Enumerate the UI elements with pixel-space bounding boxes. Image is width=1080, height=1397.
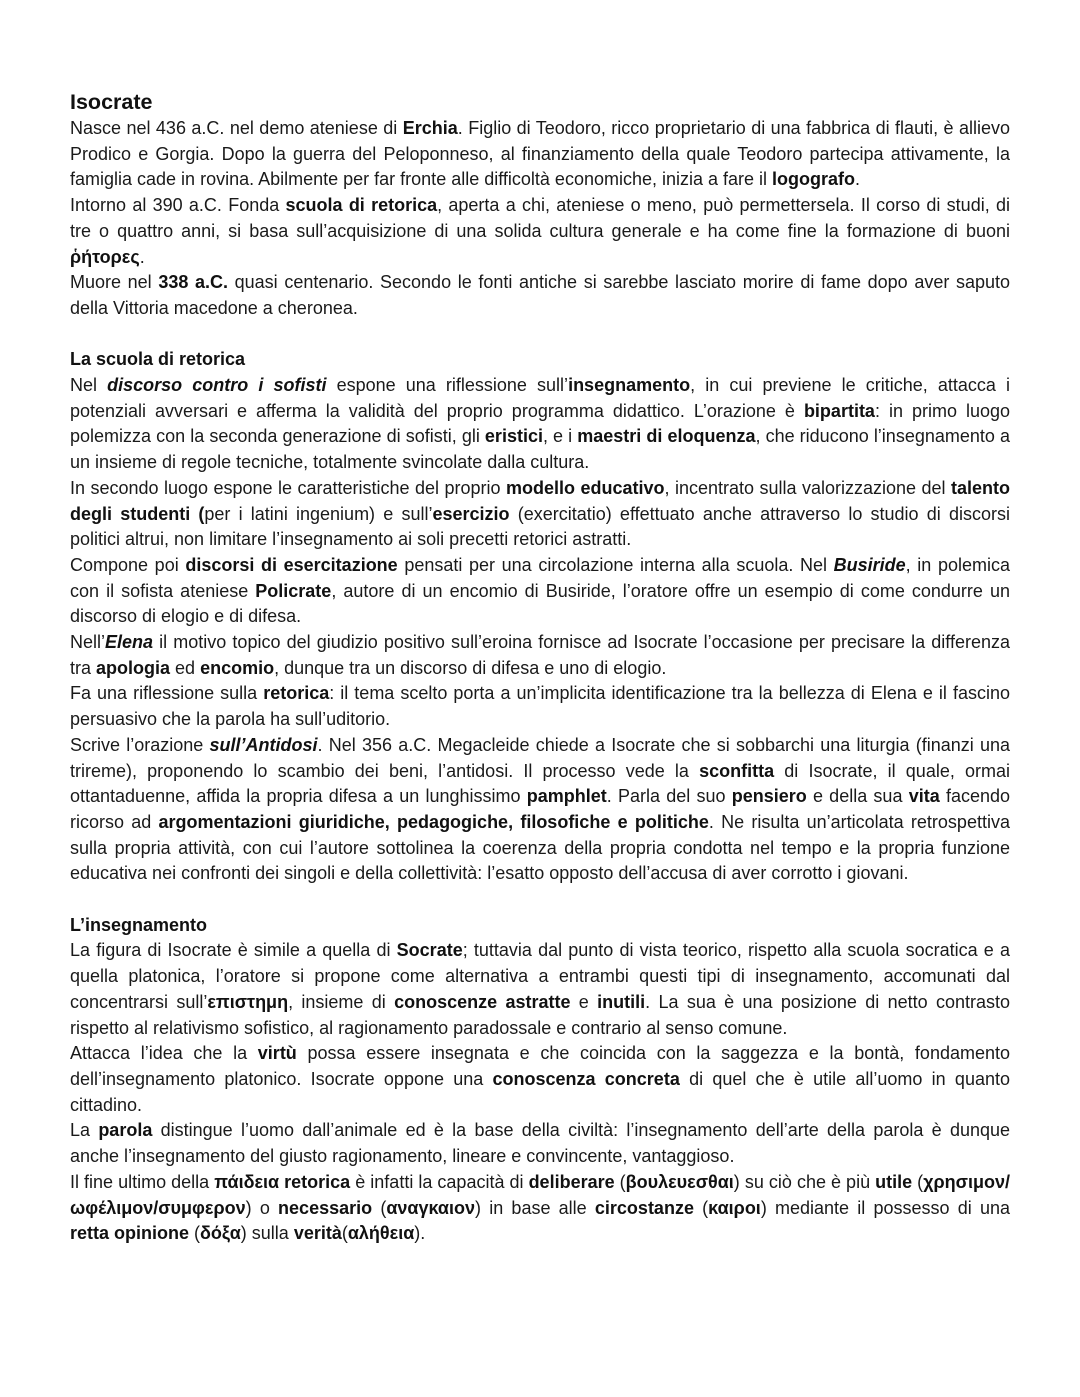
- text-run: . Parla del suo: [606, 786, 732, 807]
- emphasis-text: conoscenza concreta: [492, 1068, 680, 1089]
- emphasis-text: parola: [98, 1120, 153, 1141]
- emphasis-text: inutili: [597, 991, 646, 1012]
- text-run: , aperta a chi, ateniese o meno, può permettersela. Il corso di studi, di tre o quattro anni, si basa sull’acquisizione di una solida cultura generale e ha come fine la formazione di buoni: [70, 195, 1010, 241]
- text-run: (: [912, 1171, 924, 1192]
- text-run: quasi centenario. Secondo le fonti antiche si sarebbe lasciato morire di fame dopo aver saputo della Vittoria macedone a cheronea.: [70, 272, 1011, 318]
- emphasis-text: Erchia: [402, 118, 458, 138]
- text-run: , in cui previene le critiche, attacca i potenziali avversari e afferma la validità del proprio programma didattico. L’orazione è: [70, 375, 1010, 421]
- text-run: : in primo luogo polemizza con la seconda generazione di sofisti, gli: [70, 400, 1010, 447]
- text-run: : il tema scelto porta a un’implicita identificazione tra la bellezza di Elena e il fascino persuasivo che la parola ha sull’uditorio.: [70, 683, 1010, 730]
- text-run: .: [855, 169, 861, 190]
- text-run: . La sua è una posizione di netto contrasto rispetto al relativismo sofistico, al ragionamento paradossale e contrario al senso comune.: [70, 991, 1010, 1038]
- emphasis-text: Busiride: [833, 554, 906, 575]
- text-run: , e i: [542, 426, 578, 447]
- text-run: , insieme di: [288, 991, 395, 1012]
- emphasis-text: apologia: [96, 657, 171, 678]
- text-run: Muore nel: [70, 272, 159, 293]
- paragraph: [70, 553, 1010, 630]
- paragraph: [70, 1041, 1010, 1118]
- section-heading: La scuola di retorica: [70, 349, 246, 370]
- emphasis-text: circostanze: [594, 1197, 694, 1218]
- text-run: Il fine ultimo della: [70, 1171, 215, 1192]
- paragraph: [70, 1118, 1010, 1169]
- text-run: ed: [170, 657, 201, 678]
- text-run: Attacca l’idea che la: [70, 1043, 258, 1064]
- emphasis-text: deliberare: [528, 1171, 615, 1192]
- document-body: [70, 116, 1010, 1247]
- text-run: (: [693, 1197, 709, 1218]
- text-run: il motivo topico del giudizio positivo sull’eroina fornisce ad Isocrate l’occasione per precisare la differenza tra: [70, 632, 1010, 678]
- emphasis-text: αναγκαιον: [386, 1197, 475, 1218]
- paragraph: [70, 193, 1010, 270]
- text-run: ) o: [245, 1197, 279, 1218]
- document-title: Isocrate: [70, 90, 153, 114]
- emphasis-text: encomio: [200, 657, 275, 678]
- emphasis-text: maestri di eloquenza: [577, 426, 756, 447]
- emphasis-text: necessario: [278, 1197, 373, 1218]
- text-run: possa essere insegnata e che coincida con la saggezza e la bontà, fondamento dell’insegnamento platonico. Isocrate oppone una: [70, 1043, 1011, 1089]
- text-run: ) in base alle: [475, 1197, 595, 1218]
- emphasis-text: βουλευεσθαι: [625, 1171, 734, 1192]
- emphasis-text: argomentazioni giuridiche, pedagogiche, filosofiche e politiche: [158, 811, 709, 832]
- text-run: per i latini ingenium) e sull’: [204, 503, 433, 524]
- text-run: (exercitatio) effettuato anche attraverso lo studio di discorsi politici altrui, non limitare l’insegnamento ai soli precetti retorici astratti.: [70, 503, 1010, 550]
- emphasis-text: Policrate: [255, 580, 332, 601]
- document-page: [70, 88, 1010, 1247]
- emphasis-text: talento degli studenti (: [70, 477, 1010, 524]
- text-run: Scrive l’orazione: [70, 734, 210, 755]
- emphasis-text: sconfitta: [699, 760, 775, 781]
- paragraph: [70, 116, 1010, 193]
- text-run: . Ne risulta un’articolata retrospettiva sulla propria attività, con cui l’autore sottolinea la coerenza della propria condotta nel tempo e la propria funzione educativa nei confronti dei singoli e della collettività: l’esatto opposto dell’accusa di aver corrotto i giovani.: [70, 811, 1010, 884]
- emphasis-text: logografo: [772, 169, 856, 190]
- text-run: Intorno al 390 a.C. Fonda: [70, 195, 286, 216]
- emphasis-text: utile: [875, 1171, 913, 1192]
- text-run: di quel che è utile all’uomo in quanto cittadino.: [70, 1068, 1010, 1115]
- emphasis-text: virtù: [257, 1043, 297, 1064]
- text-run: , autore di un encomio di Busiride, l’oratore offre un esempio di come condurre un discorso di elogio e di difesa.: [70, 580, 1010, 627]
- emphasis-text: pensiero: [731, 786, 807, 807]
- emphasis-text: scuola di retorica: [285, 195, 438, 216]
- emphasis-text: verità: [293, 1223, 342, 1244]
- text-run: ) sulla: [240, 1223, 294, 1244]
- text-run: e: [570, 991, 598, 1012]
- emphasis-text: discorsi di esercitazione: [185, 554, 398, 575]
- text-run: (: [614, 1171, 626, 1192]
- emphasis-text: αλήθεια: [347, 1223, 415, 1244]
- emphasis-text: επιστημη: [207, 991, 289, 1012]
- text-run: di Isocrate, il quale, ormai ottantaduenne, affida la propria difesa a un lunghissimo: [70, 760, 1011, 807]
- text-run: Nel: [70, 375, 108, 396]
- text-run: ).: [414, 1223, 426, 1244]
- paragraph: [70, 476, 1010, 553]
- paragraph: [70, 938, 1010, 1041]
- text-run: La figura di Isocrate è simile a quella di: [70, 940, 397, 961]
- text-run: In secondo luogo espone le caratteristiche del proprio: [70, 477, 506, 498]
- emphasis-text: bipartita: [803, 400, 875, 421]
- emphasis-text: insegnamento: [568, 375, 691, 396]
- emphasis-text: δόξα: [200, 1223, 241, 1244]
- text-run: , che riducono l’insegnamento a un insieme di regole tecniche, totalmente svincolate dalla cultura.: [70, 426, 1010, 473]
- section-heading: L’insegnamento: [70, 914, 208, 935]
- text-run: (: [189, 1223, 201, 1244]
- emphasis-text: Socrate: [396, 940, 463, 961]
- emphasis-text: 338 a.C.: [158, 272, 229, 293]
- text-run: espone una riflessione sull’: [326, 375, 569, 396]
- emphasis-text: ῥήτορες: [70, 246, 140, 267]
- text-run: Fa una riflessione sulla: [70, 683, 264, 704]
- paragraph: [70, 270, 1010, 321]
- text-run: (: [372, 1197, 387, 1218]
- emphasis-text: sull’Antidosi: [209, 734, 318, 755]
- text-run: Nasce nel 436 a.C. nel demo ateniese di: [70, 118, 403, 138]
- emphasis-text: καιροι: [708, 1197, 761, 1218]
- section-spacer: [70, 322, 1010, 348]
- text-run: ) su ciò che è più: [733, 1171, 876, 1192]
- paragraph: [70, 733, 1010, 887]
- text-run: Nell’: [70, 632, 106, 653]
- paragraph: [70, 1170, 1010, 1247]
- emphasis-text: modello educativo: [506, 477, 665, 498]
- emphasis-text: χρησιμον/ωφέλιμον/συμφερον: [70, 1171, 1011, 1218]
- emphasis-text: esercizio: [432, 503, 510, 524]
- text-run: .: [139, 246, 145, 267]
- text-run: , incentrato sulla valorizzazione del: [664, 477, 951, 498]
- emphasis-text: retorica: [263, 683, 330, 704]
- section-spacer: [70, 887, 1010, 913]
- emphasis-text: pamphlet: [526, 786, 607, 807]
- text-run: distingue l’uomo dall’animale ed è la base della civiltà: l’insegnamento dell’arte della parola è dunque anche l’insegnamento del giusto ragionamento, lineare e convincente, vantaggioso.: [70, 1120, 1011, 1167]
- paragraph: [70, 630, 1010, 681]
- text-run: facendo ricorso ad: [70, 786, 1010, 832]
- text-run: pensati per una circolazione interna alla scuola. Nel: [397, 554, 834, 575]
- emphasis-text: eristici: [484, 426, 543, 447]
- emphasis-text: retta opinione: [70, 1223, 190, 1244]
- text-run: . Nel 356 a.C. Megacleide chiede a Isocrate che si sobbarchi una liturgia (finanzi una trireme), proponendo lo scambio dei beni, l’antidosi. Il processo vede la: [70, 734, 1010, 781]
- emphasis-text: conoscenze astratte: [394, 991, 571, 1012]
- emphasis-text: πάιδεια retorica: [214, 1171, 351, 1192]
- text-run: Compone poi: [70, 554, 186, 575]
- paragraph: [70, 373, 1010, 476]
- emphasis-text: discorso contro i sofisti: [107, 375, 327, 396]
- text-run: ) mediante il possesso di una: [760, 1197, 1011, 1218]
- text-run: ; tuttavia dal punto di vista teorico, rispetto alla scuola socratica e a quella platonica, l’oratore si propone come alternativa a entrambi questi tipi di insegnamento, accomunati dal concentrarsi sull’: [70, 940, 1010, 1012]
- paragraph: [70, 681, 1010, 732]
- text-run: è infatti la capacità di: [350, 1171, 529, 1192]
- text-run: . Figlio di Teodoro, ricco proprietario di una fabbrica di flauti, è allievo Prodico e Gorgia. Dopo la guerra del Peloponneso, al finanziamento della quale Teodoro partecipa attivamente, la famiglia cade in rovina. Abilmente per far fronte alle difficoltà economiche, inizia a fare il: [70, 118, 1011, 190]
- emphasis-text: vita: [908, 786, 940, 807]
- text-run: La: [70, 1120, 99, 1141]
- text-run: , in polemica con il sofista ateniese: [70, 554, 1010, 601]
- text-run: , dunque tra un discorso di difesa e uno di elogio.: [274, 657, 667, 678]
- text-run: e della sua: [806, 786, 909, 807]
- emphasis-text: Elena: [105, 632, 154, 653]
- text-run: (: [341, 1223, 348, 1244]
